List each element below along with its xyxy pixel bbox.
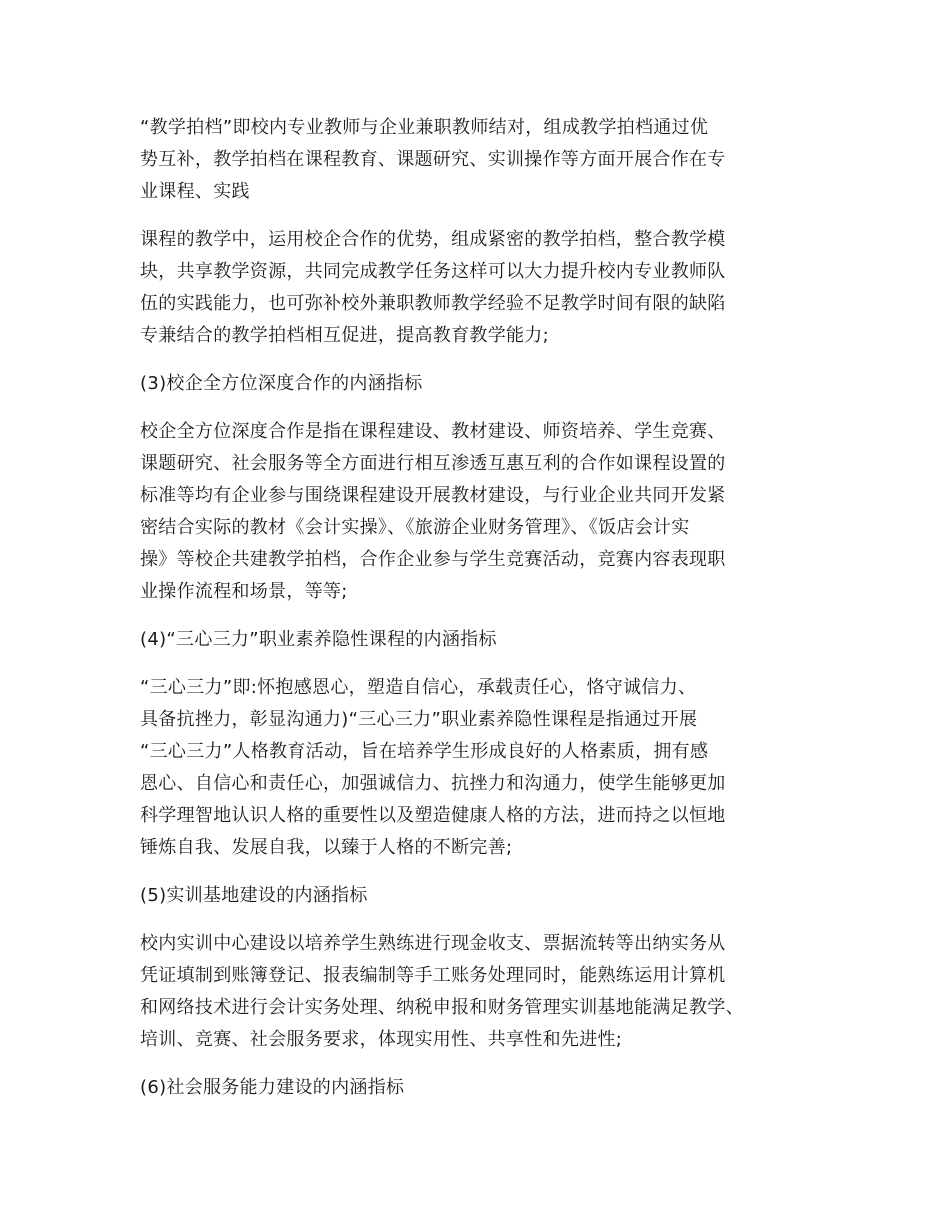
text-line: 课题研究、社会服务等全方面进行相互渗透互惠互利的合作如课程设置的 (140, 453, 726, 474)
text-line: “教学拍档”即校内专业教师与企业兼职教师结对，组成教学拍档通过优 (140, 117, 709, 138)
text-line: 势互补，教学拍档在课程教育、课题研究、实训操作等方面开展合作在专 (140, 149, 726, 170)
section-heading-3: (3)校企全方位深度合作的内涵指标 (140, 373, 423, 394)
text-line: 凭证填制到账簿登记、报表编制等手工账务处理同时，能熟练运用计算机 (140, 965, 726, 986)
section-heading-6: (6)社会服务能力建设的内涵指标 (140, 1077, 405, 1098)
text-line: 密结合实际的教材《会计实操》、《旅游企业财务管理》、《饭店会计实 (140, 517, 690, 538)
text-line: 具备抗挫力，彰显沟通力)“三心三力”职业素养隐性课程是指通过开展 (140, 709, 698, 730)
text-line: 课程的教学中，运用校企合作的优势，组成紧密的教学拍档，整合教学模 (140, 229, 726, 250)
document-page (140, 112, 820, 1120)
text-line: 锤炼自我、发展自我，以臻于人格的不断完善; (140, 837, 513, 858)
paragraph-school-enterprise-cooperation (140, 416, 820, 608)
text-line: 和网络技术进行会计实务处理、纳税申报和财务管理实训基地能满足教学、 (140, 997, 744, 1018)
text-line: 块，共享教学资源，共同完成教学任务这样可以大力提升校内专业教师队 (140, 261, 726, 282)
section-heading-5: (5)实训基地建设的内涵指标 (140, 885, 368, 906)
text-line: 专兼结合的教学拍档相互促进，提高教育教学能力; (140, 325, 549, 346)
paragraph-teaching-partners-intro (140, 112, 820, 208)
paragraph-training-base (140, 928, 820, 1056)
text-line: 业课程、实践 (140, 181, 250, 202)
text-line: “三心三力”即:怀抱感恩心，塑造自信心，承载责任心，恪守诚信力、 (140, 677, 697, 698)
paragraph-teaching-partners-practice (140, 224, 820, 352)
paragraph-three-hearts-three-powers (140, 672, 820, 864)
text-line: 操》等校企共建教学拍档，合作企业参与学生竞赛活动，竞赛内容表现职 (140, 549, 726, 570)
text-line: 校内实训中心建设以培养学生熟练进行现金收支、票据流转等出纳实务从 (140, 933, 726, 954)
section-heading-4: (4)“三心三力”职业素养隐性课程的内涵指标 (140, 629, 497, 650)
text-line: 科学理智地认识人格的重要性以及塑造健康人格的方法，进而持之以恒地 (140, 805, 726, 826)
text-line: “三心三力”人格教育活动，旨在培养学生形成良好的人格素质，拥有感 (140, 741, 709, 762)
text-line: 校企全方位深度合作是指在课程建设、教材建设、师资培养、学生竞赛、 (140, 421, 726, 442)
text-line: 恩心、自信心和责任心，加强诚信力、抗挫力和沟通力，使学生能够更加 (140, 773, 726, 794)
text-line: 业操作流程和场景，等等; (140, 581, 348, 602)
text-line: 培训、竞赛、社会服务要求，体现实用性、共享性和先进性; (140, 1029, 623, 1050)
text-line: 伍的实践能力，也可弥补校外兼职教师教学经验不足教学时间有限的缺陷 (140, 293, 726, 314)
text-line: 标准等均有企业参与围绕课程建设开展教材建设，与行业企业共同开发紧 (140, 485, 726, 506)
